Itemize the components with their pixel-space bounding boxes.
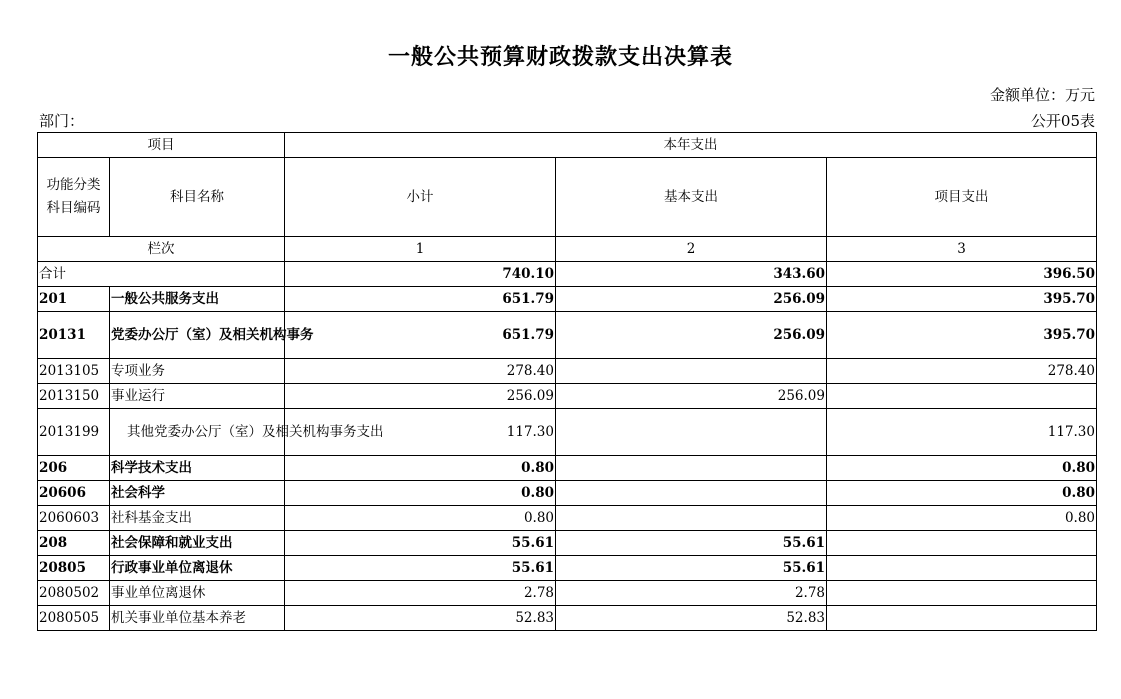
row-project: 117.30: [827, 409, 1097, 456]
row-basic: 55.61: [556, 556, 827, 581]
header-subtotal: 小计: [285, 158, 556, 237]
row-basic: 2.78: [556, 581, 827, 606]
header-function-code-line1: 功能分类: [46, 177, 101, 193]
row-project: 0.80: [827, 456, 1097, 481]
row-subtotal: 278.40: [285, 359, 556, 384]
row-subtotal: 2.78: [285, 581, 556, 606]
row-project: 0.80: [827, 506, 1097, 531]
row-code: 201: [38, 287, 110, 312]
row-project: [827, 556, 1097, 581]
total-project: 396.50: [827, 262, 1097, 287]
table-row: [38, 456, 1097, 481]
row-code: 2080505: [38, 606, 110, 631]
row-subtotal: 52.83: [285, 606, 556, 631]
table-row: [38, 359, 1097, 384]
row-name: 社会科学: [110, 481, 285, 506]
row-name: 事业运行: [110, 384, 285, 409]
row-project: 278.40: [827, 359, 1097, 384]
table-row: [38, 531, 1097, 556]
row-code: 20606: [38, 481, 110, 506]
table-row: [38, 384, 1097, 409]
table-row: [38, 409, 1097, 456]
row-project: [827, 581, 1097, 606]
row-subtotal: 0.80: [285, 506, 556, 531]
row-subtotal: 55.61: [285, 556, 556, 581]
row-project: 395.70: [827, 287, 1097, 312]
row-project: [827, 531, 1097, 556]
total-subtotal: 740.10: [285, 262, 556, 287]
row-project: 395.70: [827, 312, 1097, 359]
header-item: 项目: [38, 133, 285, 158]
row-code: 2013105: [38, 359, 110, 384]
header-row-columns: [38, 158, 1097, 237]
header-project: 项目支出: [827, 158, 1097, 237]
table-row: [38, 581, 1097, 606]
header-col-3: 3: [827, 237, 1097, 262]
table-row: [38, 506, 1097, 531]
unit-label: 金额单位：万元: [989, 86, 1095, 104]
row-project: 0.80: [827, 481, 1097, 506]
header-row-top: [38, 133, 1097, 158]
row-name: 专项业务: [110, 359, 285, 384]
row-project: [827, 384, 1097, 409]
form-number: 公开05表: [1030, 112, 1095, 130]
row-code: 20131: [38, 312, 110, 359]
row-basic: [556, 481, 827, 506]
table-row: [38, 481, 1097, 506]
row-basic: [556, 456, 827, 481]
table-row: [38, 556, 1097, 581]
report-title: 一般公共预算财政拨款支出决算表: [387, 44, 733, 70]
expenditure-table: [37, 132, 1097, 631]
row-code: 206: [38, 456, 110, 481]
row-basic: [556, 409, 827, 456]
table-row: [38, 287, 1097, 312]
row-name: 党委办公厅（室）及相关机构事务: [110, 312, 285, 359]
row-code: 20805: [38, 556, 110, 581]
row-name: 社科基金支出: [110, 506, 285, 531]
table-row: [38, 606, 1097, 631]
row-name: 机关事业单位基本养老: [110, 606, 285, 631]
total-row: [38, 262, 1097, 287]
row-subtotal: 651.79: [285, 287, 556, 312]
row-basic: 256.09: [556, 312, 827, 359]
row-basic: [556, 506, 827, 531]
table-row: [38, 312, 1097, 359]
department-label: 部门：: [39, 112, 85, 130]
row-code: 2013199: [38, 409, 110, 456]
header-subject-name: 科目名称: [110, 158, 285, 237]
header-col-2: 2: [556, 237, 827, 262]
row-name: 社会保障和就业支出: [110, 531, 285, 556]
row-code: 208: [38, 531, 110, 556]
total-label: 合计: [38, 262, 285, 287]
header-column-index: 栏次: [38, 237, 285, 262]
row-subtotal: 256.09: [285, 384, 556, 409]
row-basic: 55.61: [556, 531, 827, 556]
row-subtotal: 117.30: [285, 409, 556, 456]
header-col-1: 1: [285, 237, 556, 262]
row-name: 其他党委办公厅（室）及相关机构事务支出: [110, 409, 285, 456]
row-basic: [556, 359, 827, 384]
row-subtotal: 0.80: [285, 456, 556, 481]
row-subtotal: 0.80: [285, 481, 556, 506]
header-function-code: [38, 158, 110, 237]
row-subtotal: 55.61: [285, 531, 556, 556]
row-basic: 256.09: [556, 287, 827, 312]
row-code: 2060603: [38, 506, 110, 531]
row-code: 2080502: [38, 581, 110, 606]
row-subtotal: 651.79: [285, 312, 556, 359]
header-basic: 基本支出: [556, 158, 827, 237]
row-name: 科学技术支出: [110, 456, 285, 481]
row-name: 一般公共服务支出: [110, 287, 285, 312]
header-current-year: 本年支出: [285, 133, 1097, 158]
row-basic: 52.83: [556, 606, 827, 631]
row-code: 2013150: [38, 384, 110, 409]
row-basic: 256.09: [556, 384, 827, 409]
row-name: 事业单位离退休: [110, 581, 285, 606]
header-row-index: [38, 237, 1097, 262]
row-project: [827, 606, 1097, 631]
total-basic: 343.60: [556, 262, 827, 287]
row-name: 行政事业单位离退休: [110, 556, 285, 581]
header-function-code-line2: 科目编码: [46, 200, 101, 216]
